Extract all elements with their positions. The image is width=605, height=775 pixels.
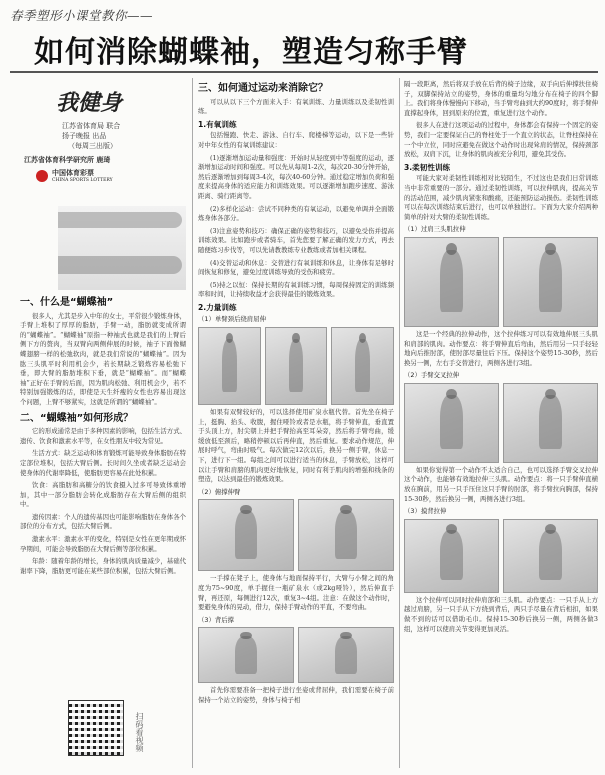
- lottery-logo: [36, 168, 184, 183]
- ex3-photo-1: [198, 627, 294, 683]
- ex1-photo-2: [265, 327, 328, 405]
- issue-note: （每周三出版）: [68, 142, 117, 150]
- publisher-line1: 江苏省体育局 联合: [62, 122, 121, 130]
- flex2-caption: （2）手臂交叉拉伸: [404, 371, 460, 380]
- section1-text: 很多人，尤其是步入中年的女士，平常很少锻炼身体，手臂上堆积了厚厚的脂肪，手臂一动，脂肪就变成所谓的“蝴蝶袖”。“蝴蝶袖”原指一种袖式也就是我们的上臂后侧下方的赘肉，当双臂向两侧伸展的时候，袖子下面像蝴蝶翅膀一样的松弛软肉，就是我们常说的“蝴蝶袖”。因为肱三头肌平时利用机会少，若长期缺乏锻炼容易松弛下垂，即大臂的脂肪堆积下垂，就是“蝴蝶袖”。而“蝴蝶袖”正好在手臂的后面，因为肌肉松弛、利用机会少，若不特别加强锻炼的话，即使是天生纤瘦的女性也容易出现这个问题，上臂不够紧实，这就是所谓的“蝴蝶袖”。: [20, 311, 186, 406]
- divider-2: [399, 78, 400, 768]
- section2-text2: 生活方式：缺乏运动和体育锻炼可能导致身体脂肪在特定部位堆积，包括大臂后侧。长时间久坐或者缺乏运动会使身体的代谢率降低，使脂肪更容易在此处积累。: [20, 449, 186, 477]
- sub1-text4: (3)注意姿势和技巧：确保正确的姿势和技巧，以避免受伤并提高训练效果。比如跑步或者骑车，首先您要了解正确的发力方式，再去随便练习步伐等，可以先请教教练专业教练或者加相关课程。: [198, 226, 394, 254]
- sub1-text5: (4)交替运动和休息：交替进行有氧训练和休息，让身体有足够时间恢复和修复，避免过度训练导致的受伤和疲劳。: [198, 258, 394, 277]
- section3-title: 三、如何通过运动来消除它？: [198, 83, 328, 94]
- logo-box: [24, 86, 184, 183]
- flex2-photos: [404, 383, 598, 463]
- ex1-photo-3: [331, 327, 394, 405]
- ex3-caption: （3）背后撑: [198, 615, 235, 624]
- ex1-photos: [198, 327, 394, 405]
- author: 江苏省体育科学研究所 鹿琦: [24, 155, 111, 164]
- sub2-title: 2.力量训练: [198, 302, 237, 312]
- sub1-title: 1.有氧训练: [198, 119, 237, 129]
- lottery-icon: [36, 170, 48, 182]
- flex1-photo-1: [404, 237, 499, 327]
- flex1-text: 这是一个经典的拉伸动作，这个拉伸练习可以有效地伸展三头肌和肩部的肌肉。动作要点：将手臂伸直后弯曲，然后用另一只手轻轻地向后推肘部，使肘部尽量往后下压。保持这个姿势15-30秒，然后换另一侧，左右手交替进行，两侧各进行3组。: [404, 329, 598, 367]
- brand-logo: 我健身: [56, 91, 123, 116]
- divider-1: [192, 78, 193, 768]
- kicker: 春季塑形小课堂教你——: [10, 8, 154, 23]
- arm-upper: [58, 212, 182, 228]
- ex3-photo-2: [298, 627, 394, 683]
- lottery-en: CHINA SPORTS LOTTERY: [52, 178, 113, 183]
- flex2-photo-1: [404, 383, 499, 463]
- flex1-photos: [404, 237, 598, 327]
- header-rule: [10, 71, 598, 73]
- col3-text-a: 隔一段距离，然后将双手放在后背的椅子边缘，双手向后伸撑扶住椅子，双脚保持站立的姿势，身体的重量均匀地分布在椅子的四个脚上。我们将身体慢慢向下移动，当手臂弯曲到大约90度时，将手臂伸直撑起身体，回到原来的位置，重复进行这个动作。: [404, 80, 598, 117]
- sub1-text2: (1)逐渐增加运动量和强度：开始时从轻度到中等强度的运动，逐渐增加运动时间和强度。可以先从每周1-2次，每次20-30分钟开始，然后逐渐增加到每周3-4次，每次40-60分钟。通过稳定增加负荷和强度来提高身体的适应能力和训练效果。可以逐渐增加跑步速度、游泳距离、骑行距离等。: [198, 153, 394, 200]
- headline: 如何消除蝴蝶袖，塑造匀称手臂: [34, 35, 468, 70]
- flex1-photo-2: [503, 237, 598, 327]
- section1-title: 一、什么是“蝴蝶袖”: [20, 297, 114, 308]
- lottery-cn: 中国体育彩票: [52, 168, 94, 177]
- ex2-text: 一手撑在凳子上，使身体与地面保持平行，大臂与小臂之间的角度为75~90度，单手握住一瓶矿泉水（或2kg哑铃），然后伸直手臂，再还原，每侧进行12次，重复3~4组。注意：在做这个动作时，要避免身体的晃动，借力，保持手臂动作的平直，不要弯曲。: [198, 574, 394, 612]
- ex3-photos: [198, 627, 394, 683]
- flex3-caption: （3）摸背拉伸: [404, 507, 447, 516]
- col2: [198, 80, 394, 774]
- col3-text-b: 很多人在进行这项运动的过程中，身体都会有保持一个固定的姿势，我们一定要保证自己的脊柱处于一个直立的状态，让脊柱保持在一个中立位，同时应避免在做这个动作时出现耸肩的情况，保持颈部放松，双肩下沉，让身体的肌肉被充分利用，避免其受伤。: [404, 121, 598, 159]
- sub1-text6: (5)持之以恒：保持长期的有氧训练习惯，每周保持固定的训练频率和时间，让持续收益才会获得最佳的锻炼效果。: [198, 280, 394, 299]
- col3: [404, 80, 598, 774]
- ex1-photo-1: [198, 327, 261, 405]
- flex3-text: 这个拉伸可以同时拉伸肩部和三头肌。动作要点：一只手从上方越过肩膀，另一只手从下方绕到背后，两只手尽量在背后相扣，如果做不到的话可以借助毛巾。保持15-30秒后换另一侧，两侧各做3组，这样可以使肩关节变得更加灵活。: [404, 595, 598, 633]
- ex1-text: 如果有双臂较好的，可以选择使用矿泉水瓶代替。首先坐在椅子上，挺胸、抬头、收腹，握住哑铃或者是水瓶，将手臂伸直，垂直置于头顶上方，肘尖朝上并把手臂抬高至耳朵旁，然后将手臂弯曲，缓缓放低至颈后，略稍停顿以后再伸直，然后重复。要求动作规范，伸展时呼气，弯曲时吸气。每次做完12次以后，换另一侧手臂，休息一下，进行下一组。每组之间可以进行适当的休息，手臂放松，这样可以让手臂和肩膀的肌肉更好地恢复，同时有利于肌肉的增强和线条的塑造，以达到最佳的锻炼效果。: [198, 408, 394, 484]
- flex2-photo-2: [503, 383, 598, 463]
- sub1-text1: 包括慢跑、快走、游泳、自行车、爬楼梯等运动，以下是一些针对中年女性的有氧训练建议：: [198, 131, 394, 149]
- arm-photo: [58, 206, 186, 290]
- section2-text5: 激素水平：激素水平的变化，特别是女性在更年期或怀孕期间，可能会导致脂肪在大臂后侧等部位积累。: [20, 535, 186, 553]
- section2-text6: 年龄：随着年龄的增长，身体的肌肉质量减少，基础代谢率下降，脂肪更可能在某些部位积累，包括大臂后侧。: [20, 557, 186, 575]
- section3-intro: 可以从以下三个方面来入手：有氧训练、力量训练以及柔韧性训练。: [198, 97, 394, 116]
- qr-caption: 扫码看视频: [135, 712, 144, 752]
- flex2-text: 如果你觉得第一个动作不太适合自己，也可以选择手臂交叉拉伸这个动作，也能够有效地拉伸三头肌。动作要点：将一只手臂伸直横放在胸前，用另一只手压住这只手臂的肘部，将手臂拉向胸部，保持15-30秒，然后换另一侧，两侧各进行3组。: [404, 465, 598, 503]
- section2-text4: 遗传因素：个人的遗传基因也可能影响脂肪在身体各个部位的分布方式，包括大臂后侧。: [20, 512, 186, 531]
- ex2-photo-2: [298, 499, 394, 571]
- sub3-text: 可能大家对柔韧性训练相对比较陌生，不过这也是我们日常训练当中非常重要的一部分。通过柔韧性训练，可以拉伸肌肉，提高关节的活动范围，减少肌肉紧张和酸痛，还能预防运动损伤。柔韧性训练可以在每次训练结束后进行，也可以单独进行。下面为大家介绍两种简单的针对大臂的柔韧性训练。: [404, 174, 598, 221]
- sub1-text3: (2)多样化运动：尝试不同种类的有氧运动，以避免单调并全面锻炼身体各部分。: [198, 204, 394, 223]
- ex2-caption: （2）俯撑伸臂: [198, 487, 241, 496]
- section2-title: 二、“蝴蝶袖”如何形成？: [20, 412, 134, 424]
- section2-text1: 它的形成通常是由于多种因素的影响，包括生活方式、遗传、饮食和激素水平等，在女性朋友中较为常见。: [20, 427, 186, 445]
- flex1-caption: （1）过肩三头肌拉伸: [404, 225, 466, 234]
- sub3-title: 3.柔韧性训练: [404, 162, 451, 172]
- ex2-photo-1: [198, 499, 294, 571]
- ex1-caption: （1）单臂颈后绕肩屈伸: [198, 315, 266, 324]
- flex3-photos: [404, 519, 598, 593]
- ex3-text: 首先你需要准备一把椅子进行坐姿或背屈伸，我们需要在椅子前保持一个站立的姿势，身体与椅子相: [198, 686, 394, 704]
- publisher-line2: 扬子晚报 出品: [62, 132, 107, 140]
- qr-code[interactable]: [68, 700, 124, 756]
- arm-lower: [58, 256, 182, 274]
- section2-text3: 饮食：高脂肪和高糖分的饮食摄入过多可导致体重增加，其中一部分脂肪会转化成脂肪存在大臂后侧的组织中。: [20, 481, 186, 509]
- ex2-photos: [198, 499, 394, 571]
- flex3-photo-2: [503, 519, 598, 593]
- flex3-photo-1: [404, 519, 499, 593]
